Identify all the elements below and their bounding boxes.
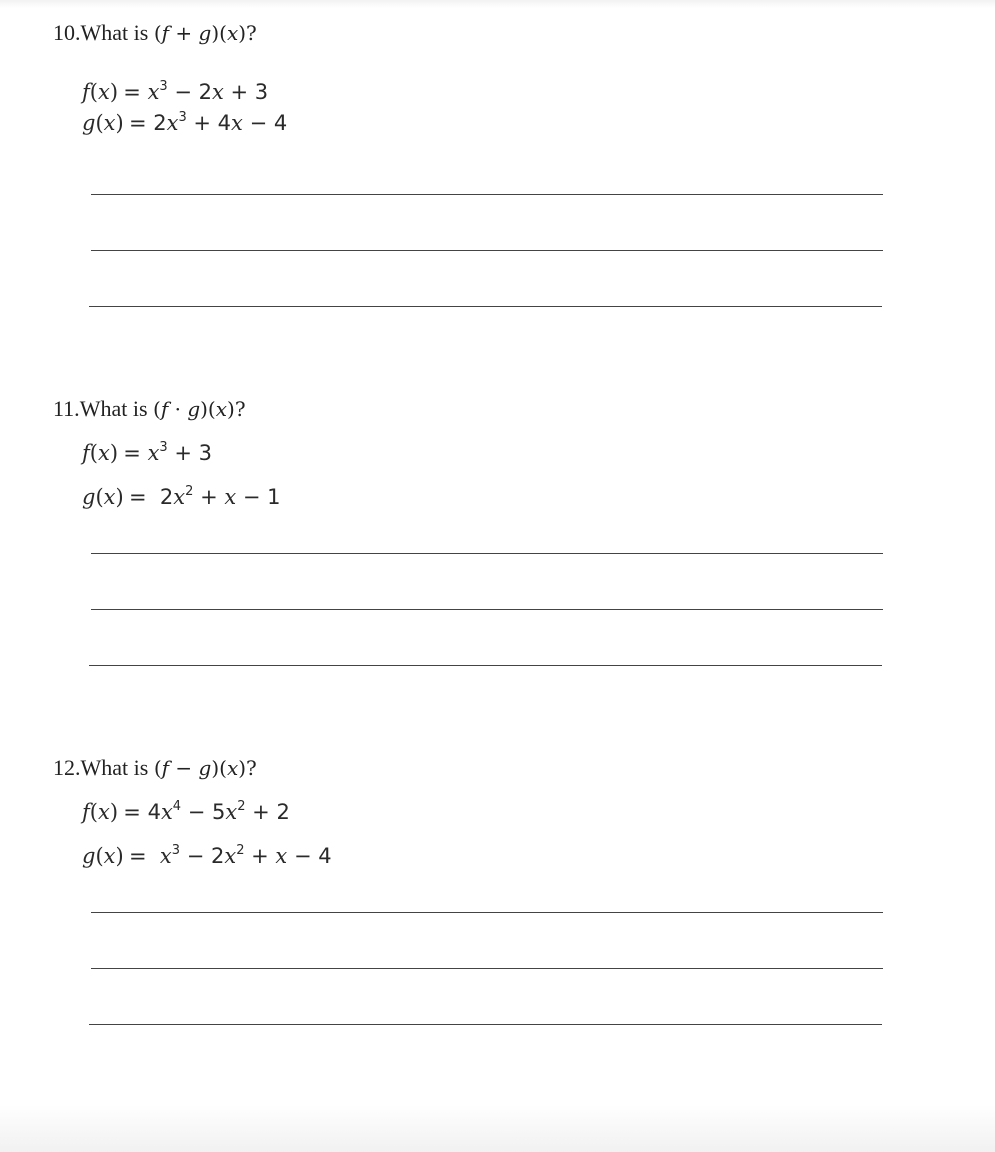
answer-line[interactable]: [89, 1024, 882, 1025]
question-prompt: What is: [80, 755, 154, 780]
answer-line[interactable]: [89, 665, 882, 666]
answer-line[interactable]: [89, 306, 882, 307]
f-definition: $f(x) = x^3 + 3$: [82, 440, 212, 465]
question-prompt: What is: [79, 396, 154, 421]
g-definition: $g(x) = 2x^3 + 4x - 4$: [82, 110, 288, 135]
question-number: 11.: [53, 396, 80, 421]
question-prompt: What is: [80, 20, 154, 45]
question-expression: (f · g)(x)?: [153, 397, 246, 421]
answer-line[interactable]: [91, 553, 883, 554]
f-definition: $f(x) = x^3 - 2x + 3$: [82, 79, 269, 104]
question-title: [53, 22, 257, 44]
g-definition: $g(x) = x^3 - 2x^2 + x - 4$: [82, 843, 332, 868]
question-title: [53, 757, 257, 779]
answer-line[interactable]: [91, 609, 883, 610]
g-definition: $g(x) = 2x^2 + x - 1$: [82, 484, 281, 509]
question-expression: (f − g)(x)?: [153, 756, 257, 780]
answer-line[interactable]: [91, 912, 883, 913]
answer-line[interactable]: [91, 194, 883, 195]
answer-line[interactable]: [91, 968, 883, 969]
question-number: 12.: [53, 755, 81, 780]
question-number: 10.: [53, 20, 81, 45]
question-expression: (f + g)(x)?: [153, 21, 257, 45]
page-top-shade: [0, 0, 995, 8]
f-definition: $f(x) = 4x^4 - 5x^2 + 2$: [82, 799, 290, 824]
answer-line[interactable]: [91, 250, 883, 251]
question-title: [53, 398, 246, 420]
